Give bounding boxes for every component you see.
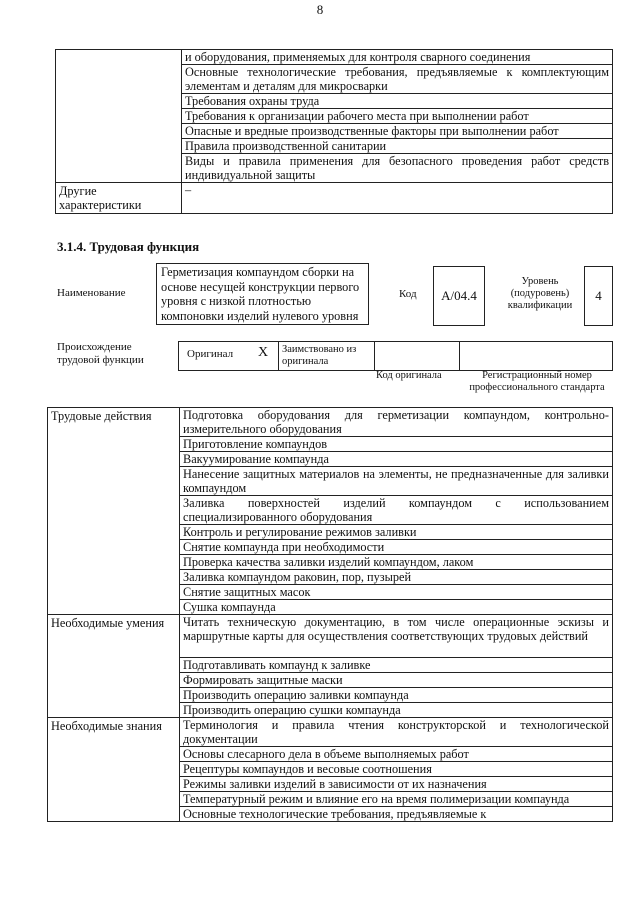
top-table-row: Виды и правила применения для безопасного проведения работ средств индивидуальной защиты bbox=[182, 154, 613, 183]
name-label: Наименование bbox=[57, 287, 126, 299]
code-value: A/04.4 bbox=[441, 288, 477, 303]
function-name-box bbox=[156, 263, 369, 325]
labor-action-item: Нанесение защитных материалов на элементы, не предназначенные для заливки компаундом bbox=[180, 467, 613, 496]
knowledge-item: Режимы заливки изделий в зависимости от их назначения bbox=[180, 777, 613, 792]
divider bbox=[278, 342, 279, 370]
top-table-row: Требования охраны труда bbox=[182, 94, 613, 109]
skill-item: Подготавливать компаунд к заливке bbox=[180, 658, 613, 673]
reg-number-caption: Регистрационный номер профессионального стандарта bbox=[469, 370, 605, 393]
labor-actions-label: Трудовые действия bbox=[48, 408, 180, 615]
other-characteristics-label: Другие характеристики bbox=[56, 183, 182, 214]
knowledge-item: Рецептуры компаундов и весовые соотношения bbox=[180, 762, 613, 777]
labor-function-table bbox=[47, 407, 613, 822]
skill-item: Производить операцию сушки компаунда bbox=[180, 703, 613, 718]
labor-action-item: Сушка компаунда bbox=[180, 600, 613, 615]
top-table-row: Опасные и вредные производственные факторы при выполнении работ bbox=[182, 124, 613, 139]
labor-action-item: Заливка компаундом раковин, пор, пузырей bbox=[180, 570, 613, 585]
level-box bbox=[584, 266, 613, 326]
labor-action-item: Вакуумирование компаунда bbox=[180, 452, 613, 467]
knowledge-label: Необходимые знания bbox=[48, 718, 180, 822]
labor-action-item: Заливка поверхностей изделий компаундом с использованием специализированного оборудования bbox=[180, 496, 613, 525]
skills-label: Необходимые умения bbox=[48, 615, 180, 718]
labor-action-item: Приготовление компаундов bbox=[180, 437, 613, 452]
original-mark: X bbox=[258, 345, 269, 360]
divider bbox=[459, 342, 460, 370]
top-table-row: Основные технологические требования, предъявляемые к комплектующим элементам и деталям для микросварки bbox=[182, 65, 613, 94]
labor-action-item: Снятие компаунда при необходимости bbox=[180, 540, 613, 555]
level-value: 4 bbox=[595, 288, 602, 303]
knowledge-item: Терминология и правила чтения конструкторской и технологической документации bbox=[180, 718, 613, 747]
knowledge-item: Температурный режим и влияние его на время полимеризации компаунда bbox=[180, 792, 613, 807]
section-title: 3.1.4. Трудовая функция bbox=[57, 239, 200, 254]
level-label: Уровень (подуровень) квалификации bbox=[507, 276, 573, 311]
labor-action-item: Подготовка оборудования для герметизации компаундом, контрольно-измерительного оборудования bbox=[180, 408, 613, 437]
page-number: 8 bbox=[316, 2, 324, 17]
skill-item: Производить операцию заливки компаунда bbox=[180, 688, 613, 703]
other-characteristics-value: – bbox=[182, 183, 613, 214]
divider bbox=[374, 342, 375, 370]
function-name-value: Герметизация компаундом сборки на основе несущей конструкции первого уровня с низкой плотностью компоновки изделий нулевого уровня bbox=[161, 265, 360, 323]
origin-label: Происхождение трудовой функции bbox=[57, 341, 144, 366]
top-requirements-table bbox=[55, 49, 613, 214]
top-table-label-cell bbox=[56, 50, 182, 183]
top-table-row: и оборудования, применяемых для контроля сварного соединения bbox=[182, 50, 613, 65]
original-label: Оригинал bbox=[187, 348, 234, 360]
code-box bbox=[433, 266, 485, 326]
code-label: Код bbox=[399, 288, 417, 300]
top-table-row: Требования к организации рабочего места при выполнении работ bbox=[182, 109, 613, 124]
origin-boxes bbox=[178, 341, 613, 371]
skill-item: Формировать защитные маски bbox=[180, 673, 613, 688]
code-original-caption: Код оригинала bbox=[376, 370, 442, 381]
labor-action-item: Проверка качества заливки изделий компаундом, лаком bbox=[180, 555, 613, 570]
borrowed-label: Заимствовано из оригинала bbox=[282, 344, 357, 367]
labor-action-item: Снятие защитных масок bbox=[180, 585, 613, 600]
knowledge-item: Основные технологические требования, предъявляемые к bbox=[180, 807, 613, 822]
top-table-row: Правила производственной санитарии bbox=[182, 139, 613, 154]
labor-action-item: Контроль и регулирование режимов заливки bbox=[180, 525, 613, 540]
knowledge-item: Основы слесарного дела в объеме выполняемых работ bbox=[180, 747, 613, 762]
skill-item: Читать техническую документацию, в том числе операционные эскизы и маршрутные карты для осуществления соответствующих трудовых действий bbox=[180, 615, 613, 658]
